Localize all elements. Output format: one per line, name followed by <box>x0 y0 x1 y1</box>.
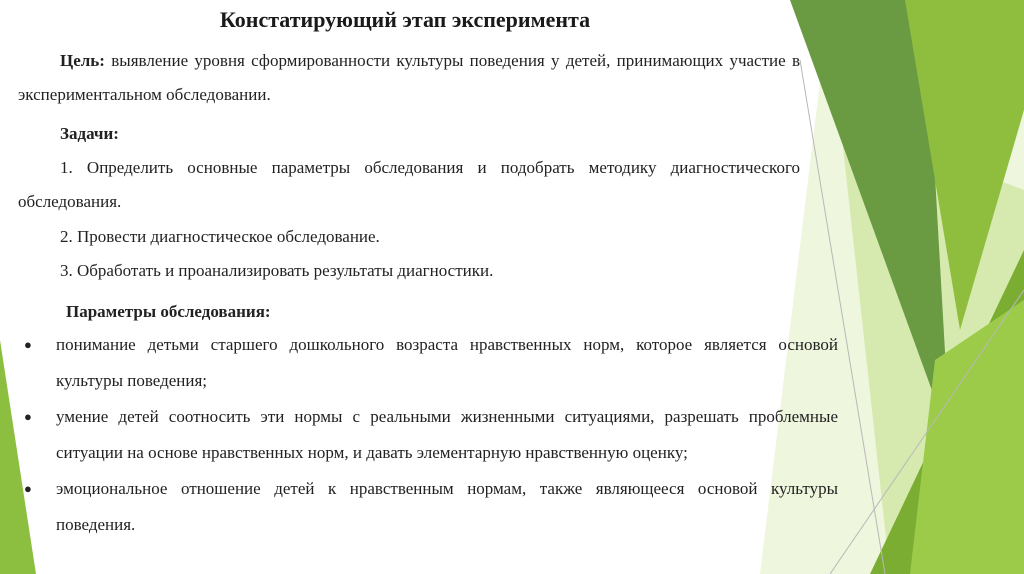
params-list <box>24 327 838 543</box>
list-item <box>24 399 838 471</box>
task-2: 2. Провести диагностическое обследование. <box>60 227 380 246</box>
tasks-heading: Задачи: <box>60 124 119 143</box>
bullet-icon: ● <box>24 409 32 424</box>
params-heading: Параметры обследования: <box>66 302 271 321</box>
list-item <box>24 327 838 399</box>
goal-paragraph <box>18 44 800 112</box>
bullet-text: понимание детьми старшего дошкольного возраста нравственных норм, которое является основой культуры поведения; <box>56 335 838 390</box>
bullet-text: умение детей соотносить эти нормы с реальными жизненными ситуациями, разрешать проблемные ситуации на основе нравственных норм, и давать элементарную нравственную оценку; <box>56 407 838 462</box>
bullet-icon: ● <box>24 337 32 352</box>
task-3: 3. Обработать и проанализировать результаты диагностики. <box>60 261 494 280</box>
task-1: 1. Определить основные параметры обследования и подобрать методику диагностического обследования. <box>18 158 800 211</box>
bullet-text: эмоциональное отношение детей к нравственным нормам, также являющееся основой культуры поведения. <box>56 479 838 534</box>
goal-label: Цель: <box>60 51 105 70</box>
list-item <box>24 471 838 543</box>
slide-title: Констатирующий этап эксперимента <box>219 7 591 32</box>
bullet-icon: ● <box>24 481 32 496</box>
goal-text: выявление уровня сформированности культуры поведения у детей, принимающих участие в экспериментальном обследовании. <box>18 51 800 104</box>
